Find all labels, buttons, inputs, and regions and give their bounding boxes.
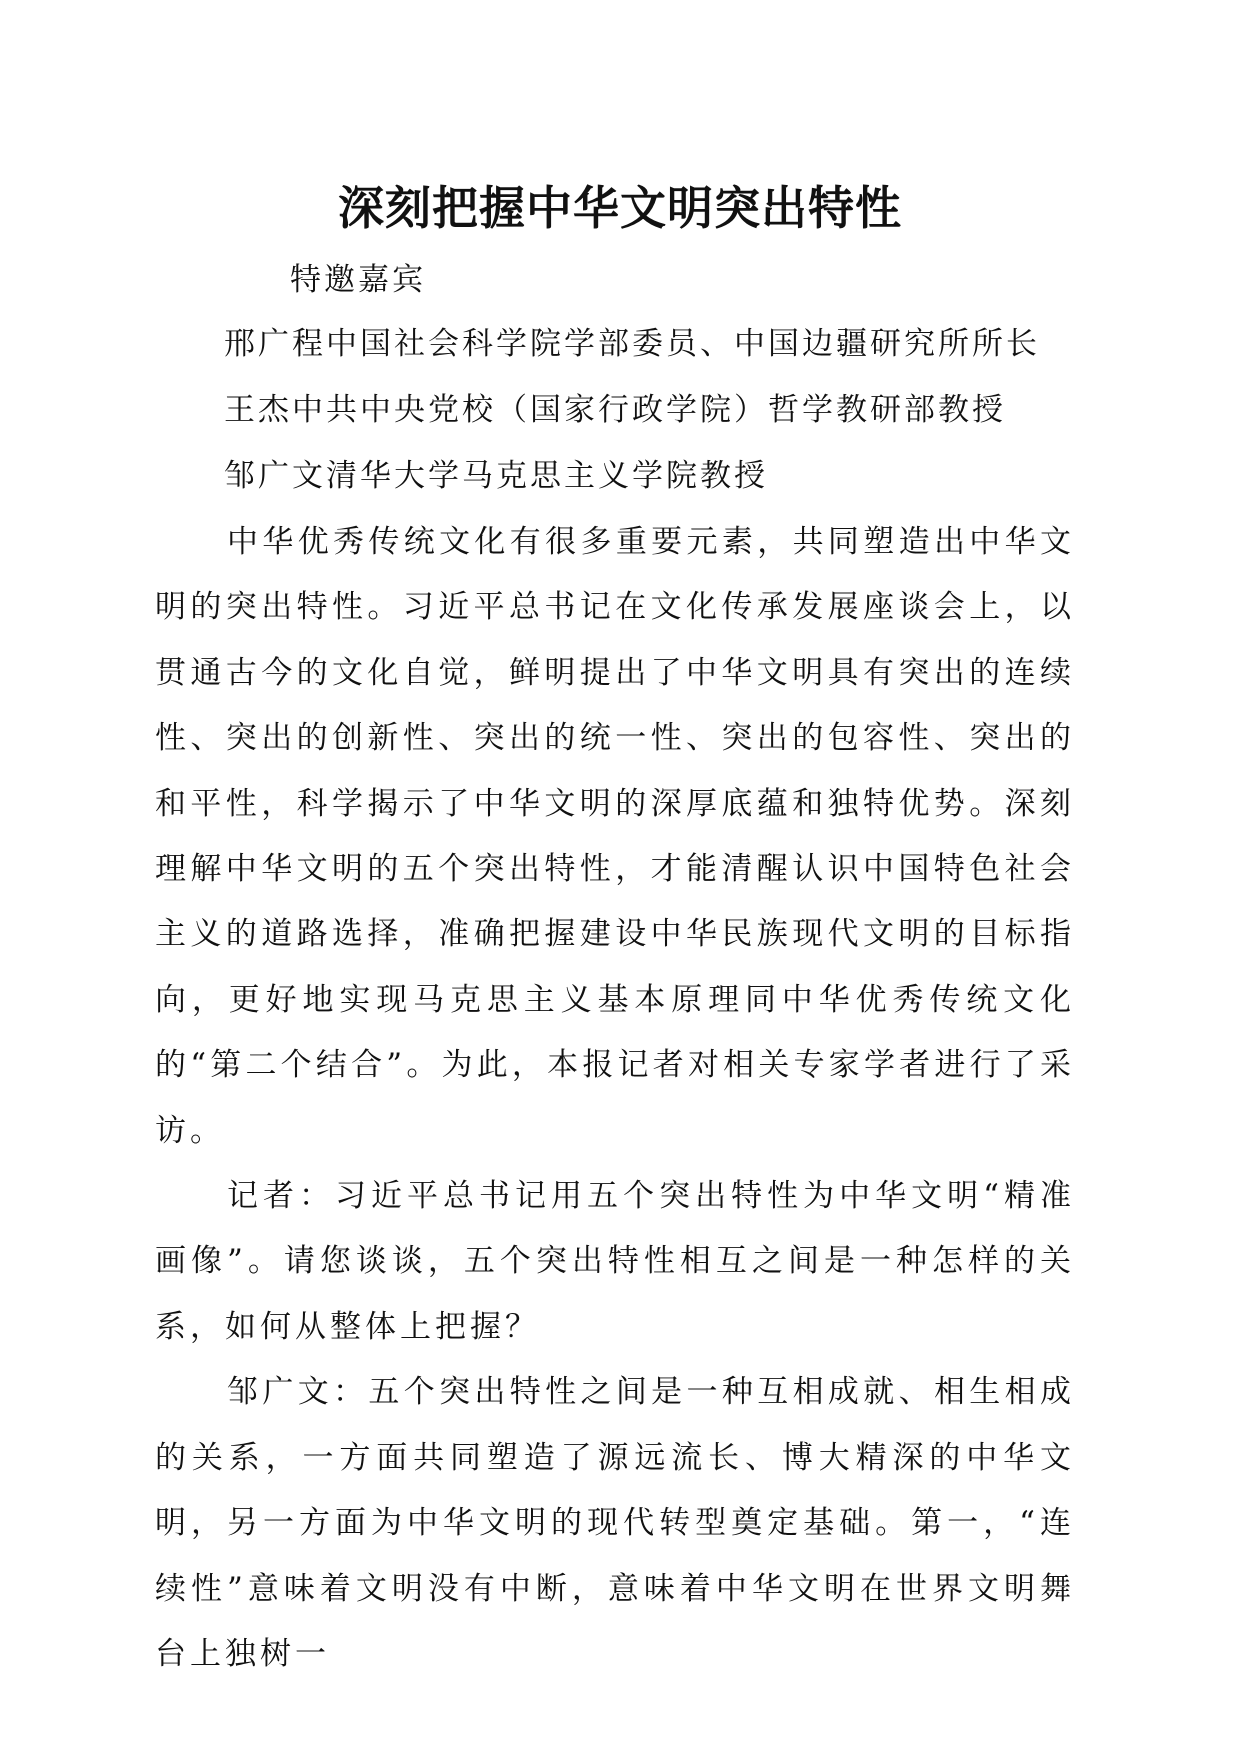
article-body [155, 510, 1075, 1687]
guest-entry: 邹广文清华大学马克思主义学院教授 [224, 458, 768, 494]
guest-entry: 王杰中共中央党校（国家行政学院）哲学教研部教授 [224, 392, 1006, 428]
paragraph-intro: 中华优秀传统文化有很多重要元素，共同塑造出中华文明的突出特性。习近平总书记在文化传承发展座谈会上，以贯通古今的文化自觉，鲜明提出了中华文明具有突出的连续性、突出的创新性、突出的统一性、突出的包容性、突出的和平性，科学揭示了中华文明的深厚底蕴和独特优势。深刻理解中华文明的五个突出特性，才能清醒认识中国特色社会主义的道路选择，准确把握建设中华民族现代文明的目标指向，更好地实现马克思主义基本原理同中华优秀传统文化的“第二个结合”。为此，本报记者对相关专家学者进行了采访。 [155, 524, 1075, 1149]
guest-entry: 邢广程中国社会科学院学部委员、中国边疆研究所所长 [224, 326, 1040, 362]
paragraph-question: 记者：习近平总书记用五个突出特性为中华文明“精准画像”。请您谈谈，五个突出特性相互之间是一种怎样的关系，如何从整体上把握？ [155, 1178, 1075, 1345]
document-title: 深刻把握中华文明突出特性 [338, 181, 902, 235]
guests-heading: 特邀嘉宾 [290, 262, 426, 298]
paragraph-answer: 邹广文：五个突出特性之间是一种互相成就、相生相成的关系，一方面共同塑造了源远流长、博大精深的中华文明，另一方面为中华文明的现代转型奠定基础。第一，“连续性”意味着文明没有中断，意味着中华文明在世界文明舞台上独树一 [155, 1374, 1075, 1672]
guest-list [224, 322, 1040, 520]
